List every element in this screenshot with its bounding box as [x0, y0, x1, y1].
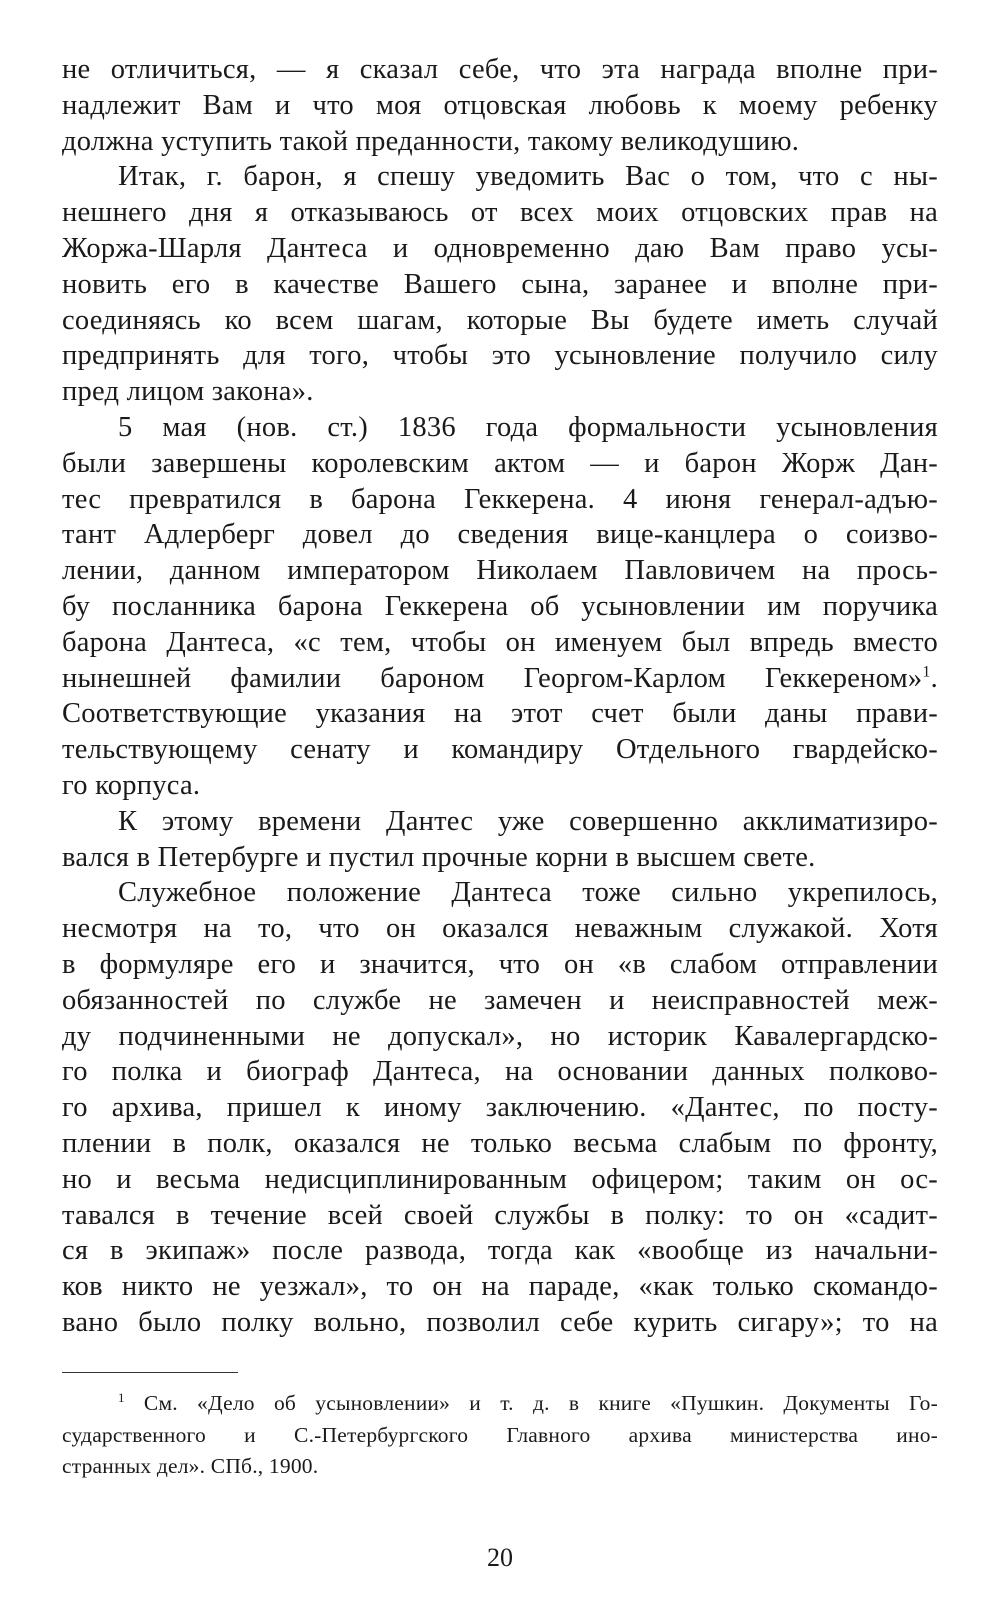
text-line: плении в полк, оказался не только весьма слабым по фронту,	[62, 1127, 938, 1159]
text-line: нынешней фамилии бароном Георгом-Карлом Геккереном»	[62, 662, 923, 694]
text-line: го полка и биограф Дантеса, на основании данных полково-	[62, 1056, 938, 1088]
footnotes	[62, 1388, 938, 1483]
text-line: тавался в течение всей своей службы в полку: то он «садит-	[62, 1199, 938, 1231]
text-line: вано было полку вольно, позволил себе курить сигару»; то на	[62, 1306, 938, 1338]
text-line: лении, данном императором Николаем Павловичем на прось-	[62, 555, 938, 587]
footnote-line	[62, 1388, 938, 1420]
paragraph	[62, 159, 938, 410]
text-line: К этому времени Дантес уже совершенно акклиматизиро-	[118, 805, 938, 837]
footnote-mark: 1	[118, 1389, 125, 1405]
text-line: обязанностей по службе не замечен и неисправностей меж-	[62, 984, 938, 1016]
text-line: соединяясь ко всем шагам, которые Вы будете иметь случай	[62, 304, 938, 336]
text-line: тес превратился в барона Геккерена. 4 июня генерал-адъю-	[62, 483, 938, 515]
text-line: пред лицом закона».	[62, 376, 314, 408]
footnote-line: сударственного и С.-Петербургского Главного архива министерства ино-	[62, 1422, 938, 1447]
text-line: Служебное положение Дантеса тоже сильно укрепилось,	[118, 877, 938, 909]
text-line: вался в Петербурге и пустил прочные корни в высшем свете.	[62, 841, 816, 873]
footnote-reference: 1	[922, 663, 931, 681]
text-line: но и весьма недисциплинированным офицером; таким он ос-	[62, 1163, 938, 1195]
footnote-text: См. «Дело об усыновлении» и т. д. в книге «Пушкин. Документы Го-	[143, 1391, 938, 1415]
text-line: новить его в качестве Вашего сына, заранее и вполне при-	[62, 268, 938, 300]
text-line: бу посланника барона Геккерена об усыновлении им поручика	[62, 590, 938, 622]
page-number: 20	[487, 1543, 513, 1572]
text-line: Итак, г. барон, я спешу уведомить Вас о том, что с ны-	[118, 161, 938, 193]
text-line: ду подчиненными не допускал», но историк Кавалергардско-	[62, 1020, 938, 1052]
footnote-line: странных дел». СПб., 1900.	[62, 1454, 319, 1478]
paragraph	[62, 875, 938, 1340]
text-line: тельствующему сенату и командиру Отдельного гвардейско-	[62, 734, 938, 766]
text-line: нешнего дня я отказываюсь от всех моих отцовских прав на	[62, 197, 938, 229]
text-line: барона Дантеса, «с тем, чтобы он именуем был впредь вместо	[62, 626, 938, 658]
text-line: ся в экипаж» после развода, тогда как «вообще из начальни-	[62, 1235, 938, 1267]
text-line: несмотря на то, что он оказался неважным служакой. Хотя	[62, 913, 938, 945]
text-line: Жоржа-Шарля Дантеса и одновременно даю Вам право усы-	[62, 232, 938, 264]
text-line: были завершены королевским актом — и барон Жорж Дан-	[62, 447, 938, 479]
text-line: в формуляре его и значится, что он «в слабом отправлении	[62, 948, 938, 980]
text-line: го архива, пришел к иному заключению. «Дантес, по посту-	[62, 1092, 938, 1124]
footnote-ref-punctuation: .	[930, 662, 938, 694]
footnote-divider	[62, 1372, 238, 1373]
paragraph	[62, 804, 938, 876]
text-line: должна уступить такой преданности, такому великодушию.	[62, 125, 800, 157]
text-line: не отличиться, — я сказал себе, что эта награда вполне при-	[62, 54, 938, 85]
text-line: предпринять для того, чтобы это усыновление получило силу	[62, 340, 938, 372]
text-line: надлежит Вам и что моя отцовская любовь к моему ребенку	[62, 89, 938, 121]
main-text	[62, 52, 938, 1341]
text-line-with-footnote-ref	[62, 661, 938, 697]
text-line: Соответствующие указания на этот счет были даны прави-	[62, 698, 938, 730]
text-line: тант Адлерберг довел до сведения вице-канцлера о соизво-	[62, 519, 938, 551]
text-line: ков никто не уезжал», то он на параде, «как только скомандо-	[62, 1271, 938, 1303]
text-line: го корпуса.	[62, 769, 201, 801]
paragraph	[62, 52, 938, 159]
paragraph	[62, 410, 938, 804]
text-line: 5 мая (нов. ст.) 1836 года формальности усыновления	[118, 411, 938, 443]
footnote	[62, 1388, 938, 1483]
